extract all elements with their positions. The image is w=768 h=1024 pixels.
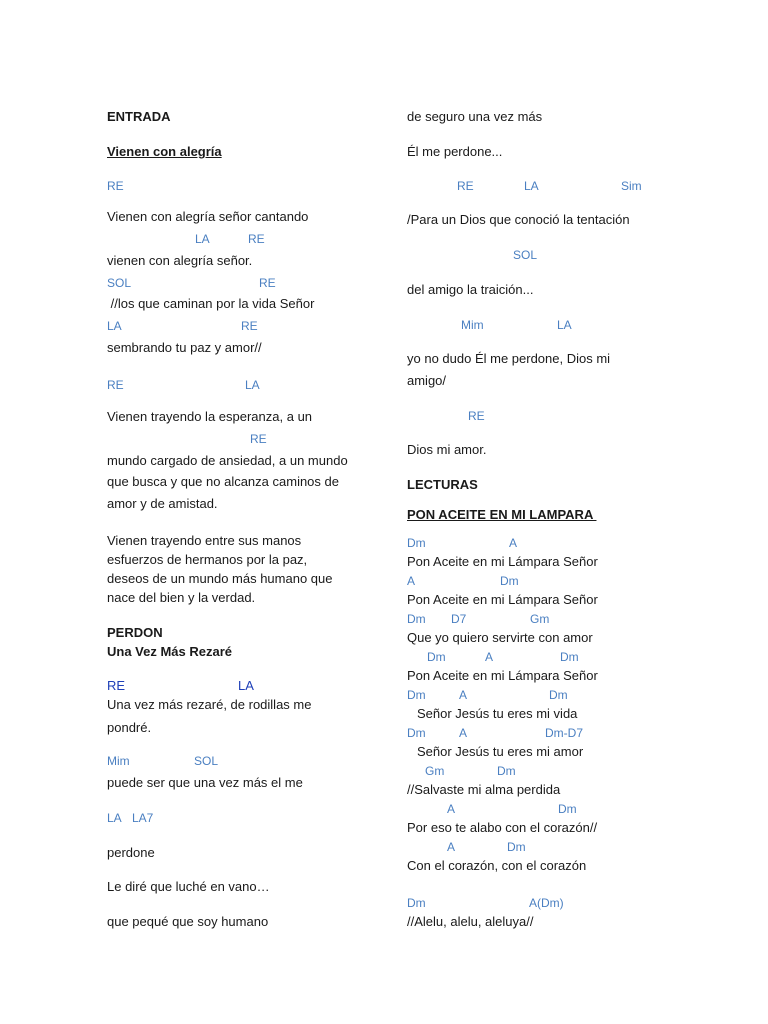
chord: LA [195,232,210,246]
lyric-line: perdone [107,845,155,860]
chord: RE [250,432,267,446]
lyric-line: Le diré que luché en vano… [107,879,270,894]
chord: LA [557,318,572,332]
chord: Dm [407,896,426,910]
chord: SOL [513,248,538,262]
chord: A [485,650,494,664]
chord: RE [107,678,126,693]
lyric-line: Señor Jesús tu eres mi vida [417,706,578,721]
lyric-line: Él me perdone... [407,144,503,159]
chord: Dm [497,764,516,778]
chord: LA [238,678,254,693]
chord: RE [457,179,474,193]
chord: Mim [107,754,130,768]
chord: Mim [461,318,484,332]
chord: Gm [425,764,445,778]
section-heading-lecturas: LECTURAS [407,477,478,492]
lyric-line: amor y de amistad. [107,496,218,511]
lyric-line: puede ser que una vez más el me [107,775,303,790]
chord: D7 [451,612,467,626]
chord: SOL [194,754,219,768]
chord: A [407,574,416,588]
chord: RE [241,319,258,333]
lyric-line: Que yo quiero servirte con amor [407,630,593,645]
chord: Dm [407,536,426,550]
lyric-line: que busca y que no alcanza caminos de [107,474,339,489]
lyric-line: Señor Jesús tu eres mi amor [417,744,584,759]
chord: Gm [530,612,550,626]
chord: LA7 [132,811,154,825]
chord: LA [107,319,122,333]
lyric-line: que pequé que soy humano [107,914,269,929]
lyric-line: sembrando tu paz y amor// [107,340,262,355]
lyric-line: Pon Aceite en mi Lámpara Señor [407,592,598,607]
chord: LA [524,179,539,193]
chord: RE [107,378,124,392]
chord: RE [468,409,485,423]
chord: A [459,688,468,702]
chord: LA [107,811,122,825]
chord: A [447,802,456,816]
section-heading-perdon: PERDON [107,625,163,640]
chord: Dm-D7 [545,726,583,740]
chord: Dm [549,688,568,702]
lyric-line: Pon Aceite en mi Lámpara Señor [407,668,598,683]
lyric-line: //Salvaste mi alma perdida [407,782,561,797]
lyric-line: nace del bien y la verdad. [107,590,256,605]
chord: A(Dm) [529,896,564,910]
lyric-line: deseos de un mundo más humano que [107,571,333,586]
lyric-line: Dios mi amor. [407,442,487,457]
lyric-line: yo no dudo Él me perdone, Dios mi [407,351,611,366]
chord: RE [248,232,265,246]
chord: Dm [407,612,426,626]
song-title: Vienen con alegría [107,144,222,159]
chord: Dm [558,802,577,816]
lyric-line: /Para un Dios que conoció la tentación [407,212,630,227]
chord: A [459,726,468,740]
lyric-line: mundo cargado de ansiedad, a un mundo [107,453,348,468]
chord: Dm [407,688,426,702]
lyric-line: Con el corazón, con el corazón [407,858,587,873]
chord: RE [107,179,124,193]
chord: LA [245,378,260,392]
chord: Dm [407,726,426,740]
lyric-line: Vienen trayendo la esperanza, a un [107,409,313,424]
chord: Dm [560,650,579,664]
lyric-line: pondré. [107,720,152,735]
lyric-line: Vienen con alegría señor cantando [107,209,309,224]
song-title: PON ACEITE EN MI LAMPARA [407,507,597,522]
chord: Dm [500,574,519,588]
chord: Sim [621,179,642,193]
song-title: Una Vez Más Rezaré [107,644,233,659]
lyric-line: Vienen trayendo entre sus manos [107,533,302,548]
lyric-line: vienen con alegría señor. [107,253,253,268]
lyric-line: //Alelu, alelu, aleluya// [407,914,534,929]
lyric-line: Una vez más rezaré, de rodillas me [107,697,312,712]
chord: Dm [507,840,526,854]
chord: SOL [107,276,132,290]
chord: RE [259,276,276,290]
lyric-line: amigo/ [407,373,447,388]
lyric-line: Por eso te alabo con el corazón// [407,820,598,835]
chord: A [447,840,456,854]
lyric-line: esfuerzos de hermanos por la paz, [107,552,308,567]
chord: Dm [427,650,446,664]
section-heading-entrada: ENTRADA [107,109,171,124]
lyric-line: //los que caminan por la vida Señor [107,296,315,311]
lyric-line: del amigo la traición... [407,282,534,297]
lyric-line: Pon Aceite en mi Lámpara Señor [407,554,598,569]
chord: A [509,536,518,550]
lyric-line: de seguro una vez más [407,109,543,124]
